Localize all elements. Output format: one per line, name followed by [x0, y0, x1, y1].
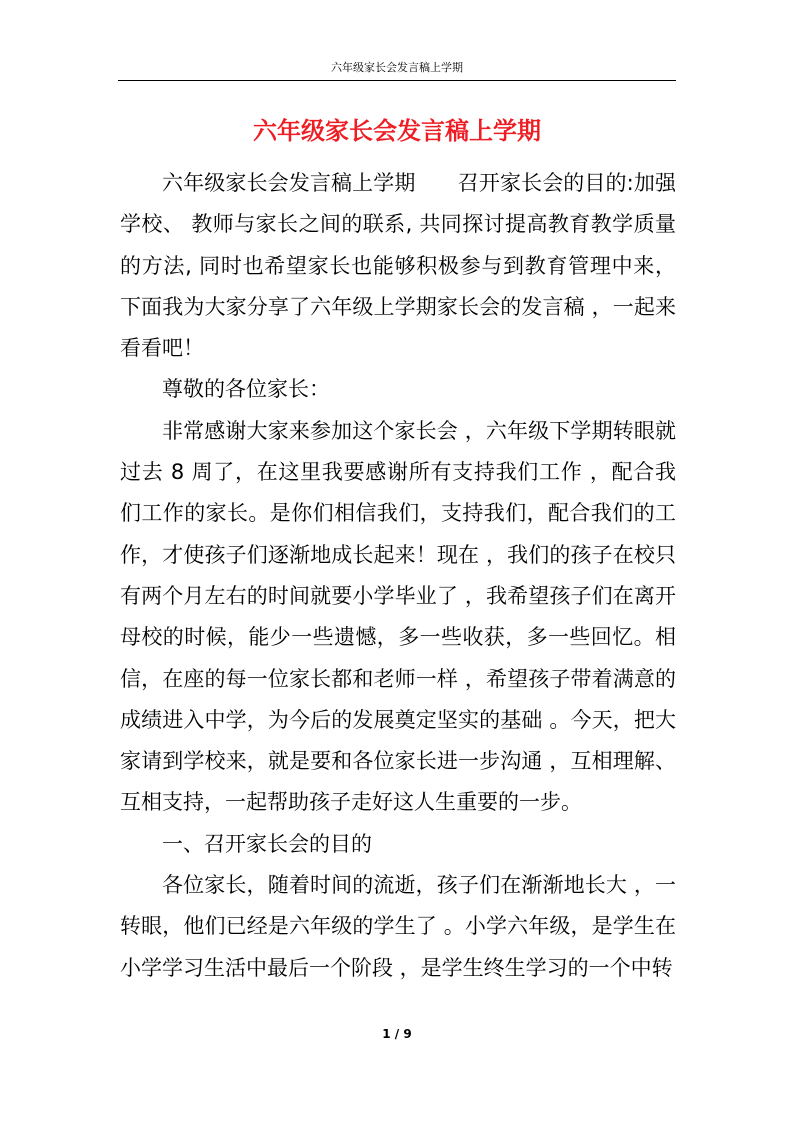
- document-body: [120, 163, 676, 989]
- paragraph-intro: 六年级家长会发言稿上学期 召开家长会的目的:加强学校、 教师与家长之间的联系, 共同探讨提高教育教学质量的方法, 同时也希望家长也能够积极参与到教育管理中来，下面我为大家分享了六年级上学期家长会的发言稿 ，一起来看看吧！: [120, 171, 676, 361]
- header-rule: [118, 80, 676, 81]
- paragraph-thanks: 非常感谢大家来参加这个家长会 ，六年级下学期转眼就过去 8 周了，在这里我要感谢所有支持我们工作 ，配合我们工作的家长。是你们相信我们，支持我们，配合我们的工作，才使孩子们逐渐地成长起来！现在 ，我们的孩子在校只有两个月左右的时间就要小学毕业了 ，我希望孩子们在离开母校的时候，能少一些遗憾，多一些收获，多一些回忆。相信，在座的每一位家长都和老师一样 ，希望孩子带着满意的成绩进入中学，为今后的发展奠定坚实的基础 。今天，把大家请到学校来，就是要和各位家长进一步沟通 ，互相理解、互相支持，一起帮助孩子走好这人生重要的一步。: [120, 418, 676, 815]
- document-title: 六年级家长会发言稿上学期: [253, 117, 541, 145]
- page-number: 1 / 9: [382, 1027, 412, 1041]
- section-heading-purpose: 一、召开家长会的目的: [162, 831, 372, 856]
- paragraph-purpose: 各位家长，随着时间的流逝，孩子们在渐渐地长大 ，一转眼，他们已经是六年级的学生了 。小学六年级，是学生在小学学习生活中最后一个阶段 ，是学生终生学习的一个中转: [120, 873, 676, 980]
- paragraph-salutation: 尊敬的各位家长：: [162, 377, 330, 402]
- running-header: 六年级家长会发言稿上学期: [331, 61, 463, 74]
